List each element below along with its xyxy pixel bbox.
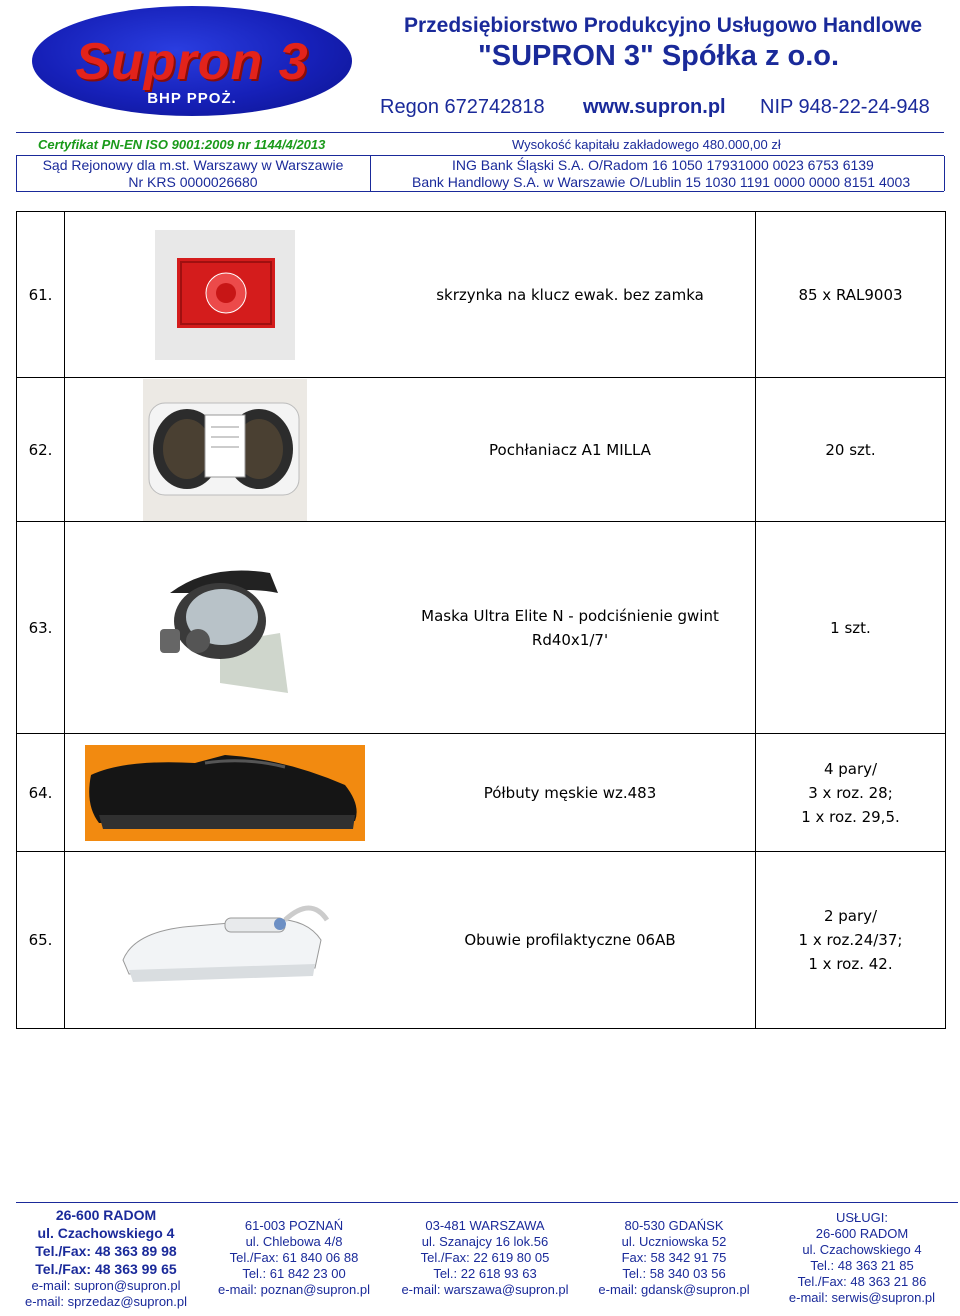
- header-box-separator: [370, 156, 371, 191]
- footer-divider: [16, 1202, 958, 1203]
- footer-warszawa-street: ul. Szanajcy 16 lok.56: [421, 1234, 549, 1249]
- footer-services-street: ul. Czachowskiego 4: [802, 1242, 922, 1257]
- row-number: 62.: [17, 378, 65, 521]
- footer-office-gdansk: [594, 1218, 754, 1298]
- product-table: [16, 211, 946, 1029]
- footer-warszawa-postcode: 03-481 WARSZAWA: [425, 1218, 545, 1233]
- row-number: 63.: [17, 522, 65, 733]
- footer-office-radom: [16, 1206, 196, 1310]
- company-name-line1: Przedsiębiorstwo Produkcyjno Usługowo Handlowe: [404, 14, 923, 37]
- krs-number: Nr KRS 0000026680: [128, 174, 258, 190]
- product-image-cell: [65, 734, 385, 851]
- company-name-line2: "SUPRON 3" Spółka z o.o.: [478, 40, 840, 72]
- white-clog-icon: [115, 890, 335, 990]
- product-name: Pochłaniacz A1 MILLA: [489, 440, 651, 459]
- footer-gdansk-postcode: 80-530 GDAŃSK: [624, 1218, 724, 1233]
- footer-radom-phone1: Tel./Fax: 48 363 89 98: [35, 1243, 177, 1259]
- bank-account-ing: ING Bank Śląski S.A. O/Radom 16 1050 17931000 0023 6753 6139: [452, 157, 874, 173]
- footer-poznan-phone2: Tel.: 61 842 23 00: [242, 1266, 346, 1281]
- footer-poznan-postcode: 61-003 POZNAŃ: [244, 1218, 344, 1233]
- company-logo: [32, 6, 352, 116]
- product-name: skrzynka na klucz ewak. bez zamka: [436, 285, 704, 304]
- black-shoe-icon: [85, 745, 365, 841]
- footer-radom-email2[interactable]: e-mail: sprzedaz@supron.pl: [24, 1294, 188, 1309]
- bank-account-handlowy: Bank Handlowy S.A. w Warszawie O/Lublin 15 1030 1191 0000 0000 8151 4003: [412, 174, 911, 190]
- table-row: [17, 852, 945, 1028]
- header-box-right-border: [944, 156, 945, 191]
- table-row: [17, 522, 945, 734]
- product-quantity: 20 szt.: [755, 378, 945, 521]
- footer-gdansk-email[interactable]: e-mail: gdansk@supron.pl: [598, 1282, 750, 1297]
- footer-warszawa-phone2: Tel.: 22 618 93 63: [433, 1266, 537, 1281]
- row-number: 61.: [17, 212, 65, 377]
- product-image-cell: [65, 378, 385, 521]
- logo-subtitle: BHP PPOŻ.: [147, 90, 237, 107]
- footer-services: [782, 1210, 942, 1306]
- share-capital: Wysokość kapitału zakładowego 480.000,00 zł: [512, 137, 781, 152]
- product-name: Maska Ultra Elite N - podciśnienie gwint Rd40x1/7': [421, 606, 719, 649]
- nip-number: NIP 948-22-24-948: [760, 96, 930, 118]
- product-name: Obuwie profilaktyczne 06AB: [464, 931, 676, 949]
- footer-services-fax: Tel./Fax: 48 363 21 86: [797, 1274, 927, 1289]
- website-link[interactable]: www.supron.pl: [583, 96, 726, 118]
- iso-certificate: Certyfikat PN-EN ISO 9001:2009 nr 1144/4/2013: [38, 137, 326, 152]
- footer-warszawa-phone1: Tel./Fax: 22 619 80 05: [420, 1250, 550, 1265]
- court-registry: Sąd Rejonowy dla m.st. Warszawy w Warszawie: [42, 157, 344, 173]
- row-number: 64.: [17, 734, 65, 851]
- footer-radom-email1[interactable]: e-mail: supron@supron.pl: [31, 1278, 181, 1293]
- footer-poznan-email[interactable]: e-mail: poznan@supron.pl: [218, 1282, 370, 1297]
- gas-mask-icon: [150, 553, 300, 703]
- product-image-cell: [65, 852, 385, 1028]
- footer-gdansk-street: ul. Uczniowska 52: [621, 1234, 727, 1249]
- footer-warszawa-email[interactable]: e-mail: warszawa@supron.pl: [401, 1282, 569, 1297]
- row-number: 65.: [17, 852, 65, 1028]
- table-row: [17, 378, 945, 522]
- filter-cartridges-icon: [143, 379, 307, 521]
- footer-gdansk-phone: Tel.: 58 340 03 56: [622, 1266, 726, 1281]
- footer-gdansk-fax: Fax: 58 342 91 75: [621, 1250, 727, 1265]
- regon-number: Regon 672742818: [380, 96, 545, 118]
- header-divider-top: [16, 132, 944, 133]
- footer-services-postcode: 26-600 RADOM: [815, 1226, 909, 1241]
- footer-services-email[interactable]: e-mail: serwis@supron.pl: [788, 1290, 936, 1305]
- logo-brand-text: Supron 3: [75, 33, 309, 91]
- product-quantity: 85 x RAL9003: [755, 212, 945, 377]
- footer-radom-postcode: 26-600 RADOM: [55, 1207, 157, 1223]
- table-row: [17, 212, 945, 378]
- product-quantity: 4 pary/ 3 x roz. 28; 1 x roz. 29,5.: [755, 734, 945, 851]
- red-key-box-icon: [155, 230, 295, 360]
- product-image-cell: [65, 212, 385, 377]
- header-divider-middle: [16, 155, 944, 156]
- footer-radom-phone2: Tel./Fax: 48 363 99 65: [35, 1261, 177, 1277]
- header-divider-bottom: [16, 191, 944, 192]
- footer-office-poznan: [214, 1218, 374, 1298]
- footer-services-phone: Tel.: 48 363 21 85: [810, 1258, 914, 1273]
- footer-radom-street: ul. Czachowskiego 4: [37, 1225, 175, 1241]
- product-name: Półbuty męskie wz.483: [483, 783, 657, 802]
- product-quantity: 2 pary/ 1 x roz.24/37; 1 x roz. 42.: [755, 852, 945, 1028]
- footer-poznan-phone1: Tel./Fax: 61 840 06 88: [229, 1250, 359, 1265]
- footer-services-heading: USŁUGI:: [835, 1210, 888, 1225]
- product-image-cell: [65, 522, 385, 733]
- product-quantity: 1 szt.: [755, 522, 945, 733]
- footer-poznan-street: ul. Chlebowa 4/8: [245, 1234, 343, 1249]
- table-row: [17, 734, 945, 852]
- footer-office-warszawa: [400, 1218, 570, 1298]
